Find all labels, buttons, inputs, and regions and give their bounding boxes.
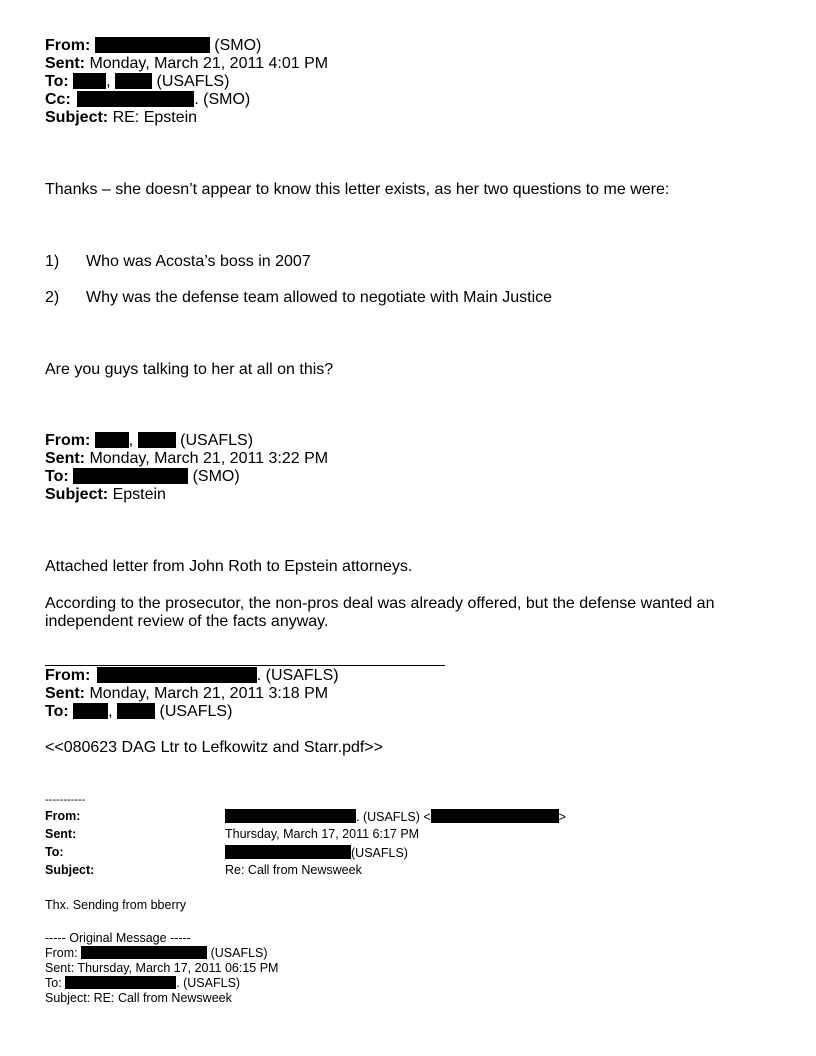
email1-sent-value: Monday, March 21, 2011 4:01 PM [89, 55, 329, 72]
list-number: 2) [45, 289, 60, 306]
original-to-label: To: [45, 976, 62, 990]
list-item-2 [45, 289, 59, 307]
email1-from-suffix: (SMO) [214, 37, 262, 54]
email1-body-question: Are you guys talking to her at all on this? [45, 361, 334, 378]
email3-from-label: From: [45, 667, 91, 684]
email4-subject-label: Subject: [45, 863, 95, 877]
email2-from-suffix: (USAFLS) [180, 432, 254, 449]
email2-sent-value: Monday, March 21, 2011 3:22 PM [89, 450, 329, 467]
original-to-line [45, 976, 240, 991]
email3-attachment: <<080623 DAG Ltr to Lefkowitz and Starr.pdf>> [45, 739, 383, 756]
redaction-block [73, 73, 106, 89]
email4-to-value-suffix: (USAFLS) [351, 846, 408, 860]
email1-subject-value: RE: Epstein [112, 109, 198, 126]
email4-from-value-suffix: . (USAFLS) < [356, 810, 431, 824]
list-item-1-text: Who was Acosta’s boss in 2007 [86, 253, 311, 270]
email3-to-sep: , [108, 703, 113, 720]
email1-to-line [45, 73, 229, 91]
email2-subject-value: Epstein [112, 486, 166, 503]
redaction-block [95, 432, 129, 448]
redaction-block [73, 703, 108, 719]
email4-sent-value: Thursday, March 17, 2011 6:17 PM [225, 827, 420, 841]
original-from-suffix: (USAFLS) [210, 946, 268, 960]
email1-to-sep: , [106, 73, 111, 90]
email2-sent-label: Sent: [45, 450, 85, 467]
redaction-block [73, 468, 188, 484]
email4-from-value-end: > [558, 810, 566, 824]
original-header: ----- Original Message ----- [45, 931, 191, 945]
email4-from-value [225, 809, 566, 824]
email4-body: Thx. Sending from bberry [45, 898, 187, 912]
original-from-label: From: [45, 946, 78, 960]
redaction-block [117, 703, 155, 719]
email4-subject-value: Re: Call from Newsweek [225, 863, 362, 877]
redaction-block [225, 809, 356, 823]
original-to-suffix: . (USAFLS) [176, 976, 241, 990]
email2-subject-label: Subject: [45, 486, 109, 503]
email2-from-sep: , [128, 432, 134, 449]
redaction-block [431, 809, 559, 823]
email2-body-line2b: independent review of the facts anyway. [45, 613, 329, 630]
email2-from-label: From: [45, 432, 91, 449]
email3-sent-label: Sent: [45, 685, 85, 702]
email2-sent-line [45, 450, 328, 468]
email2-body-line1: Attached letter from John Roth to Epstein attorneys. [45, 558, 413, 575]
email1-to-suffix: (USAFLS) [156, 73, 230, 90]
email3-sent-line [45, 685, 328, 703]
email2-from-line [45, 432, 253, 450]
email1-subject-label: Subject: [45, 109, 109, 126]
email1-subject-line [45, 109, 197, 127]
email1-cc-line [45, 91, 250, 109]
email1-body-intro: Thanks – she doesn’t appear to know this letter exists, as her two questions to me were: [45, 181, 670, 198]
email1-sent-label: Sent: [45, 55, 85, 72]
redaction-block [81, 946, 207, 959]
email3-to-suffix: (USAFLS) [159, 703, 233, 720]
list-number: 1) [45, 253, 60, 270]
email1-sent-line [45, 55, 328, 73]
email4-to-label: To: [45, 845, 64, 859]
email4-dashes: ----------- [45, 794, 86, 806]
redaction-block [97, 667, 257, 683]
email3-to-line [45, 703, 232, 721]
email2-subject-line [45, 486, 166, 504]
email1-cc-suffix: . (SMO) [194, 91, 251, 108]
email1-cc-label: Cc: [45, 91, 71, 108]
email1-from-line [45, 37, 261, 55]
email3-to-label: To: [45, 703, 69, 720]
redaction-block [225, 845, 351, 859]
redaction-block [115, 73, 152, 89]
redaction-block [77, 91, 194, 107]
email4-sent-label: Sent: [45, 827, 77, 841]
email2-body-line2a: According to the prosecutor, the non-pros deal was already offered, but the defense wanted an [45, 595, 715, 612]
email3-from-line [45, 667, 339, 685]
separator-line [45, 665, 445, 666]
original-subject-line: Subject: RE: Call from Newsweek [45, 991, 232, 1005]
email2-to-label: To: [45, 468, 69, 485]
redaction-block [138, 432, 176, 448]
email2-to-suffix: (SMO) [192, 468, 240, 485]
original-sent-line: Sent: Thursday, March 17, 2011 06:15 PM [45, 961, 279, 975]
email4-to-value [225, 845, 408, 860]
email3-from-suffix: . (USAFLS) [256, 667, 339, 684]
email2-to-line [45, 468, 240, 486]
original-from-line [45, 946, 268, 961]
email4-from-label: From: [45, 809, 81, 823]
redaction-block [95, 37, 210, 53]
email3-sent-value: Monday, March 21, 2011 3:18 PM [89, 685, 329, 702]
redaction-block [65, 976, 176, 989]
list-item-2-text: Why was the defense team allowed to negotiate with Main Justice [86, 289, 553, 306]
list-item-1 [45, 253, 59, 271]
email1-from-label: From: [45, 37, 91, 54]
email1-to-label: To: [45, 73, 69, 90]
